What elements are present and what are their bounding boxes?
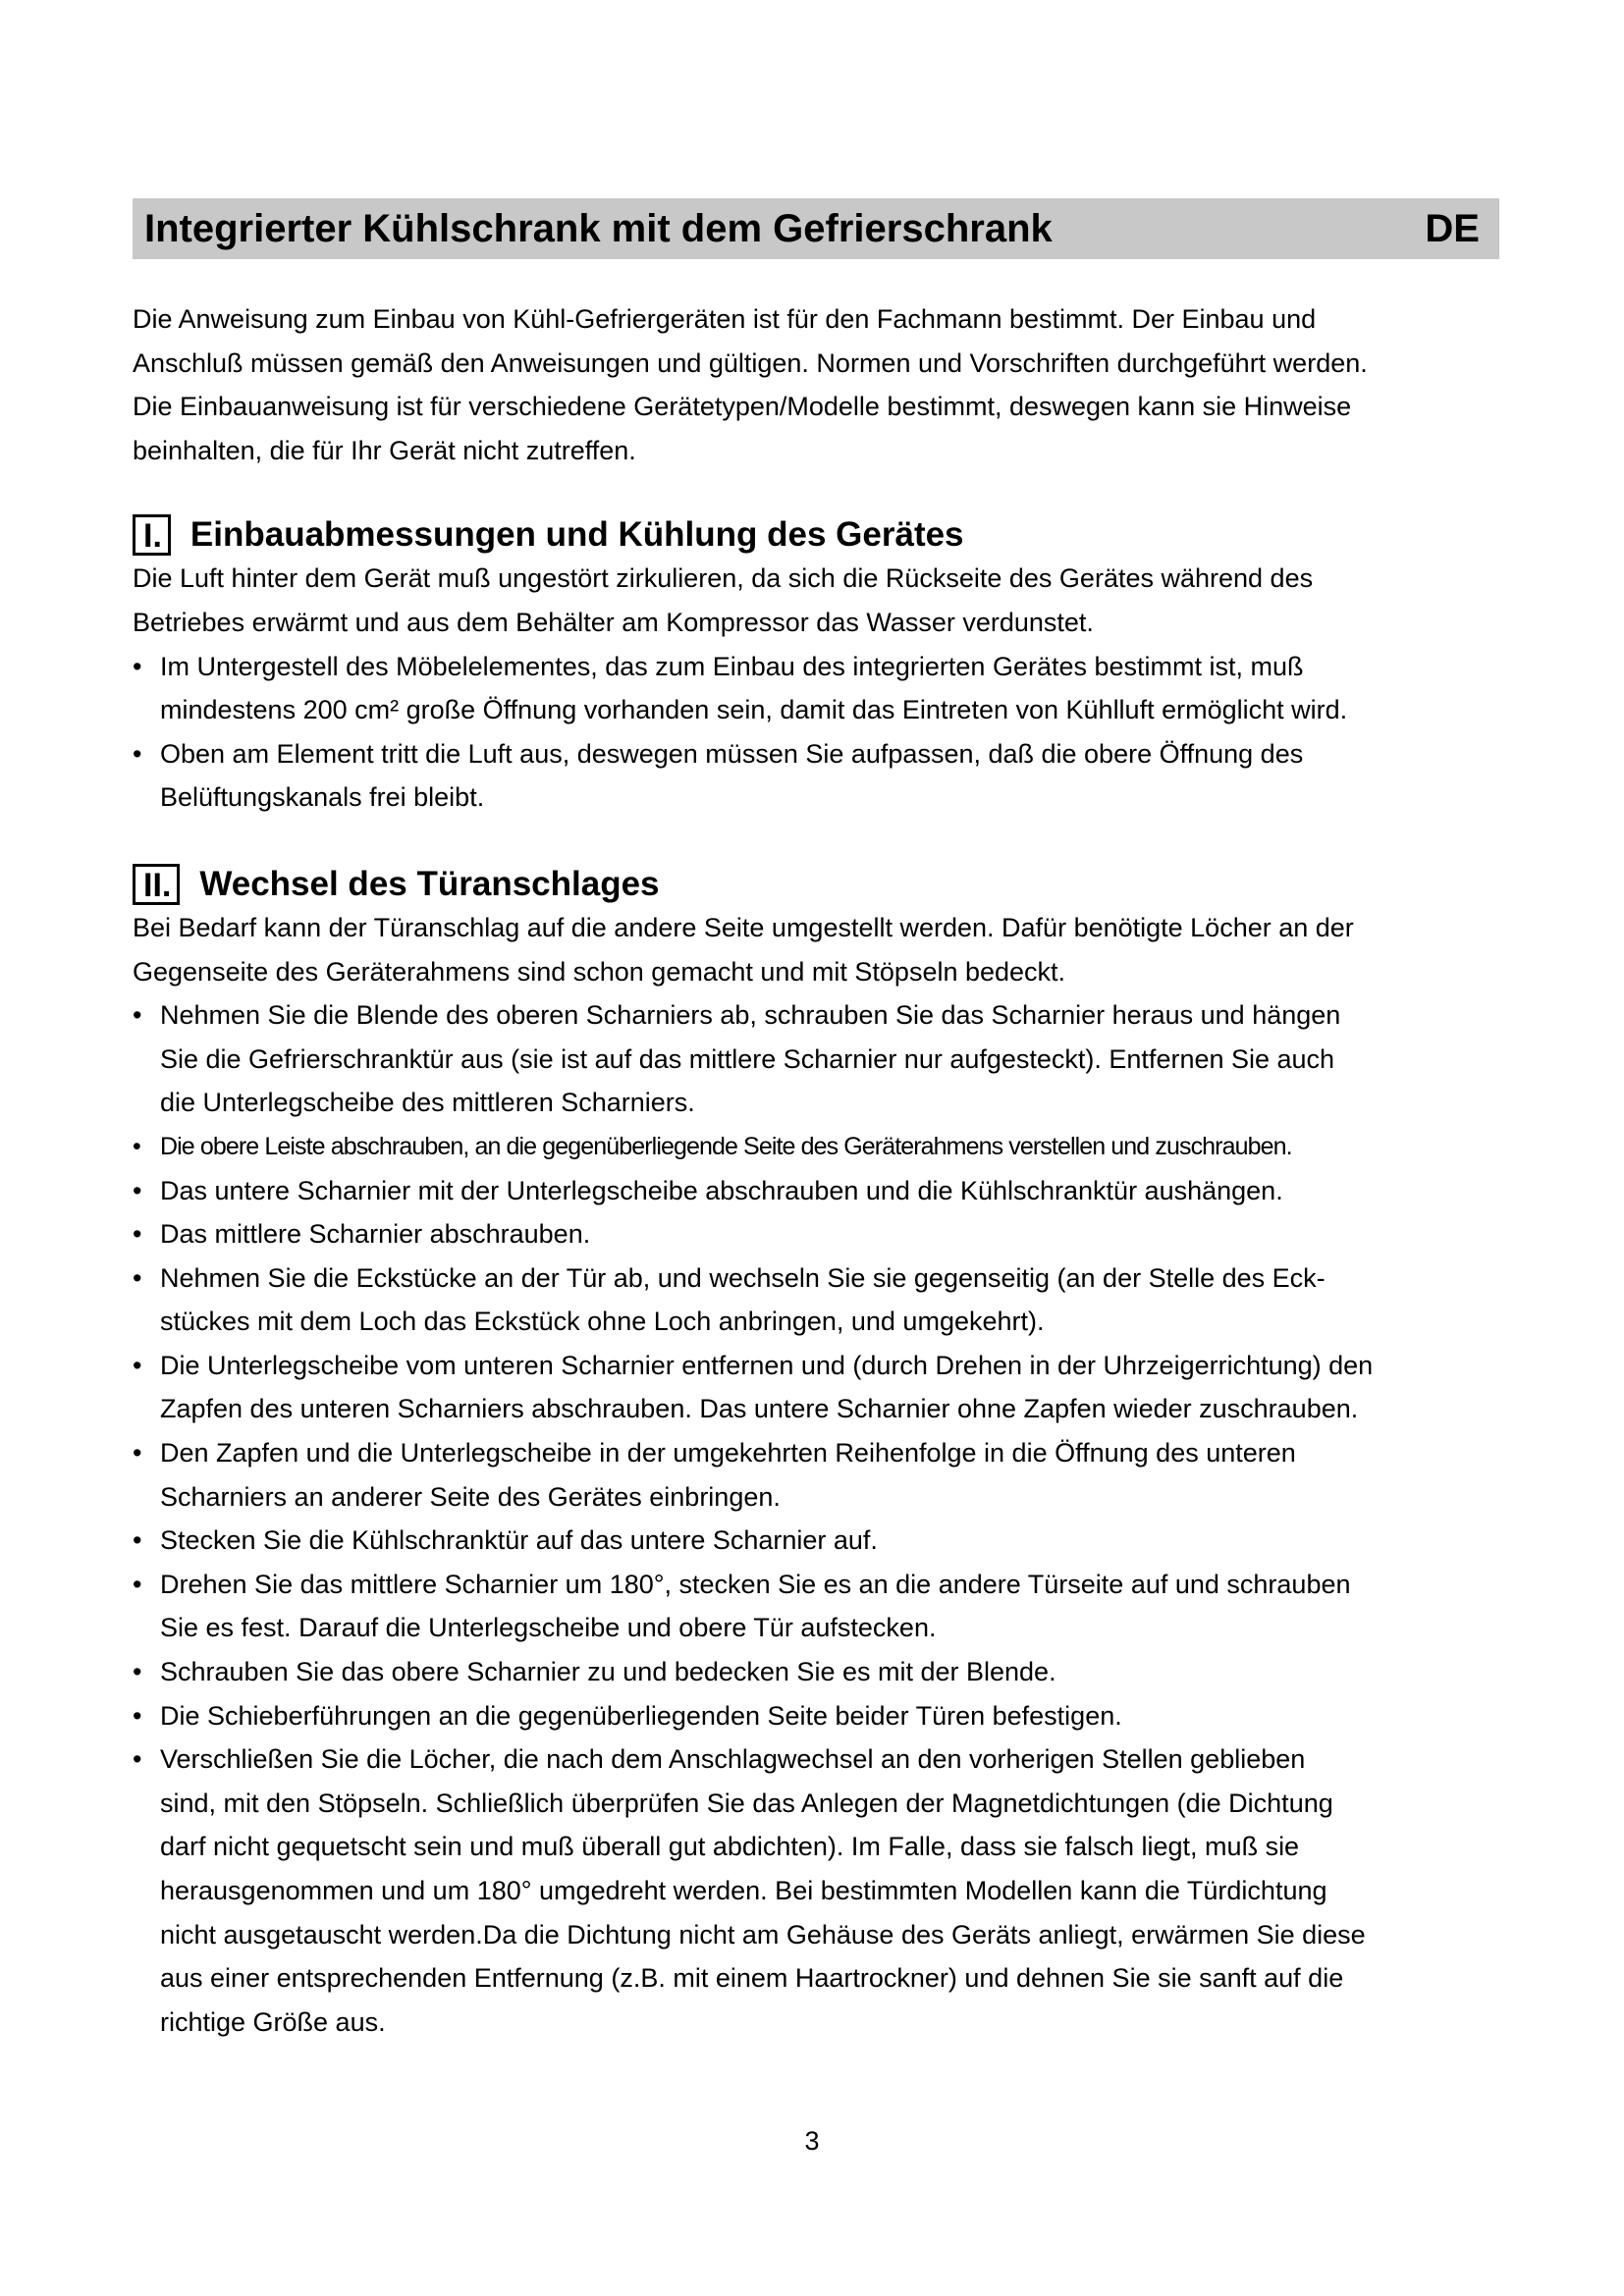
text-line: • Im Untergestell des Möbelelementes, das zum Einbau des integrierten Gerätes bestimmt ist, muß [160, 651, 1304, 681]
section-body-2 [133, 906, 1499, 2044]
text-line: • Das mittlere Scharnier abschrauben. [160, 1219, 591, 1250]
bullet-item [133, 1256, 1499, 1344]
document-title: Integrierter Kühlschrank mit dem Gefrierschrank [144, 207, 1053, 250]
bullet-item [133, 1519, 1499, 1563]
title-bar [133, 198, 1499, 259]
section-title-1: Einbauabmessungen und Kühlung des Gerätes [189, 515, 964, 555]
text-line: Bei Bedarf kann der Türanschlag auf die andere Seite umgestellt werden. Dafür benötigte Löcher an der [133, 912, 1354, 942]
text-line: • Schrauben Sie das obere Scharnier zu und bedecken Sie es mit der Blende. [160, 1657, 1056, 1687]
section-heading-2 [133, 861, 1499, 908]
bullet-item [133, 1125, 1499, 1169]
bullet-item [133, 1431, 1499, 1519]
section-numeral-2: II. [133, 864, 180, 905]
text-line: • Oben am Element tritt die Luft aus, deswegen müssen Sie aufpassen, daß die obere Öffnung des [160, 738, 1304, 769]
text-line: Zapfen des unteren Scharniers abschrauben. Das untere Scharnier ohne Zapfen wieder zuschrauben. [160, 1394, 1359, 1424]
text-line: • Drehen Sie das mittlere Scharnier um 180°, stecken Sie es an die andere Türseite auf und schrauben [160, 1569, 1351, 1599]
bullet-item [133, 732, 1499, 820]
bullet-item [133, 1169, 1499, 1213]
text-line: • Stecken Sie die Kühlschranktür auf das untere Scharnier auf. [160, 1525, 878, 1556]
text-line: • Nehmen Sie die Blende des oberen Scharniers ab, schrauben Sie das Scharnier heraus und hängen [160, 1000, 1341, 1031]
page-number: 3 [804, 2126, 820, 2156]
text-line: Die Einbauanweisung ist für verschiedene Gerätetypen/Modelle bestimmt, deswegen kann sie Hinweise [133, 392, 1352, 422]
text-line: • Verschließen Sie die Löcher, die nach dem Anschlagwechsel an den vorherigen Stellen geblieben [160, 1744, 1306, 1775]
text-line: • Die Schieberführungen an die gegenüberliegenden Seite beider Türen befestigen. [160, 1700, 1122, 1731]
text-line: Belüftungskanals frei bleibt. [160, 782, 485, 813]
intro-paragraph [133, 297, 1499, 472]
text-line: Die Anweisung zum Einbau von Kühl-Gefriergeräten ist für den Fachmann bestimmt. Der Einbau und [133, 304, 1317, 334]
text-line: Sie es fest. Darauf die Unterlegscheibe und obere Tür aufstecken. [160, 1613, 937, 1643]
text-line: darf nicht gequetscht sein und muß überall gut abdichten). Im Falle, dass sie falsch liegt, muß sie [160, 1832, 1300, 1862]
text-line: Gegenseite des Geräterahmens sind schon gemacht und mit Stöpseln bedeckt. [133, 956, 1066, 987]
bullet-list-1 [133, 645, 1499, 820]
text-line: aus einer entsprechenden Entfernung (z.B. mit einem Haartrockner) und dehnen Sie sie sanft auf die [160, 1963, 1344, 1994]
text-line: Sie die Gefrierschranktür aus (sie ist auf das mittlere Scharnier nur aufgesteckt). Entfernen Sie auch [160, 1043, 1335, 1074]
text-line: beinhalten, die für Ihr Gerät nicht zutreffen. [133, 435, 636, 465]
bullet-item [133, 1212, 1499, 1256]
language-code: DE [1425, 207, 1480, 250]
text-line: • Das untere Scharnier mit der Unterlegscheibe abschrauben und die Kühlschranktür aushängen. [160, 1175, 1283, 1205]
text-line: die Unterlegscheibe des mittleren Scharniers. [160, 1088, 695, 1118]
text-line: nicht ausgetauscht werden.Da die Dichtung nicht am Gehäuse des Geräts anliegt, erwärmen Sie diese [160, 1919, 1366, 1949]
section-body-1 [133, 557, 1499, 820]
text-line: herausgenommen und um 180° umgedreht werden. Bei bestimmten Modellen kann die Türdichtung [160, 1876, 1327, 1905]
text-line: • Den Zapfen und die Unterlegscheibe in der umgekehrten Reihenfolge in die Öffnung des unteren [160, 1438, 1296, 1468]
bullet-list-2 [133, 993, 1499, 2044]
text-line: Scharniers an anderer Seite des Gerätes einbringen. [160, 1481, 781, 1512]
section-heading-1 [133, 511, 1499, 559]
bullet-item [133, 1737, 1499, 2044]
text-line: • Die obere Leiste abschrauben, an die gegenüberliegende Seite des Geräterahmens verstellen und zuschrauben. [160, 1132, 1292, 1160]
section-title-2: Wechsel des Türanschlages [199, 864, 660, 903]
bullet-item [133, 1650, 1499, 1694]
bullet-item [133, 1563, 1499, 1650]
text-line: stückes mit dem Loch das Eckstück ohne Loch anbringen, und umgekehrt). [160, 1307, 1045, 1337]
bullet-item [133, 645, 1499, 732]
bullet-item [133, 993, 1499, 1125]
text-line: Betriebes erwärmt und aus dem Behälter am Kompressor das Wasser verdunstet. [133, 607, 1094, 637]
text-line: Die Luft hinter dem Gerät muß ungestört zirkulieren, da sich die Rückseite des Gerätes während des [133, 563, 1314, 594]
text-line: richtige Größe aus. [160, 2006, 386, 2037]
text-line: • Nehmen Sie die Eckstücke an der Tür ab, und wechseln Sie sie gegenseitig (an der Stelle des Eck- [160, 1262, 1326, 1293]
document-page [133, 198, 1499, 2044]
bullet-item [133, 1694, 1499, 1738]
text-line: Anschluß müssen gemäß den Anweisungen und gültigen. Normen und Vorschriften durchgeführt werden. [133, 347, 1368, 378]
text-line: sind, mit den Stöpseln. Schließlich überprüfen Sie das Anlegen der Magnetdichtungen (die Dichtung [160, 1788, 1333, 1818]
section-numeral-1: I. [133, 514, 171, 556]
text-line: mindestens 200 cm² große Öffnung vorhanden sein, damit das Eintreten von Kühlluft ermöglicht wird. [160, 695, 1348, 725]
bullet-item [133, 1344, 1499, 1431]
text-line: • Die Unterlegscheibe vom unteren Scharnier entfernen und (durch Drehen in der Uhrzeigerrichtung) den [160, 1350, 1374, 1380]
